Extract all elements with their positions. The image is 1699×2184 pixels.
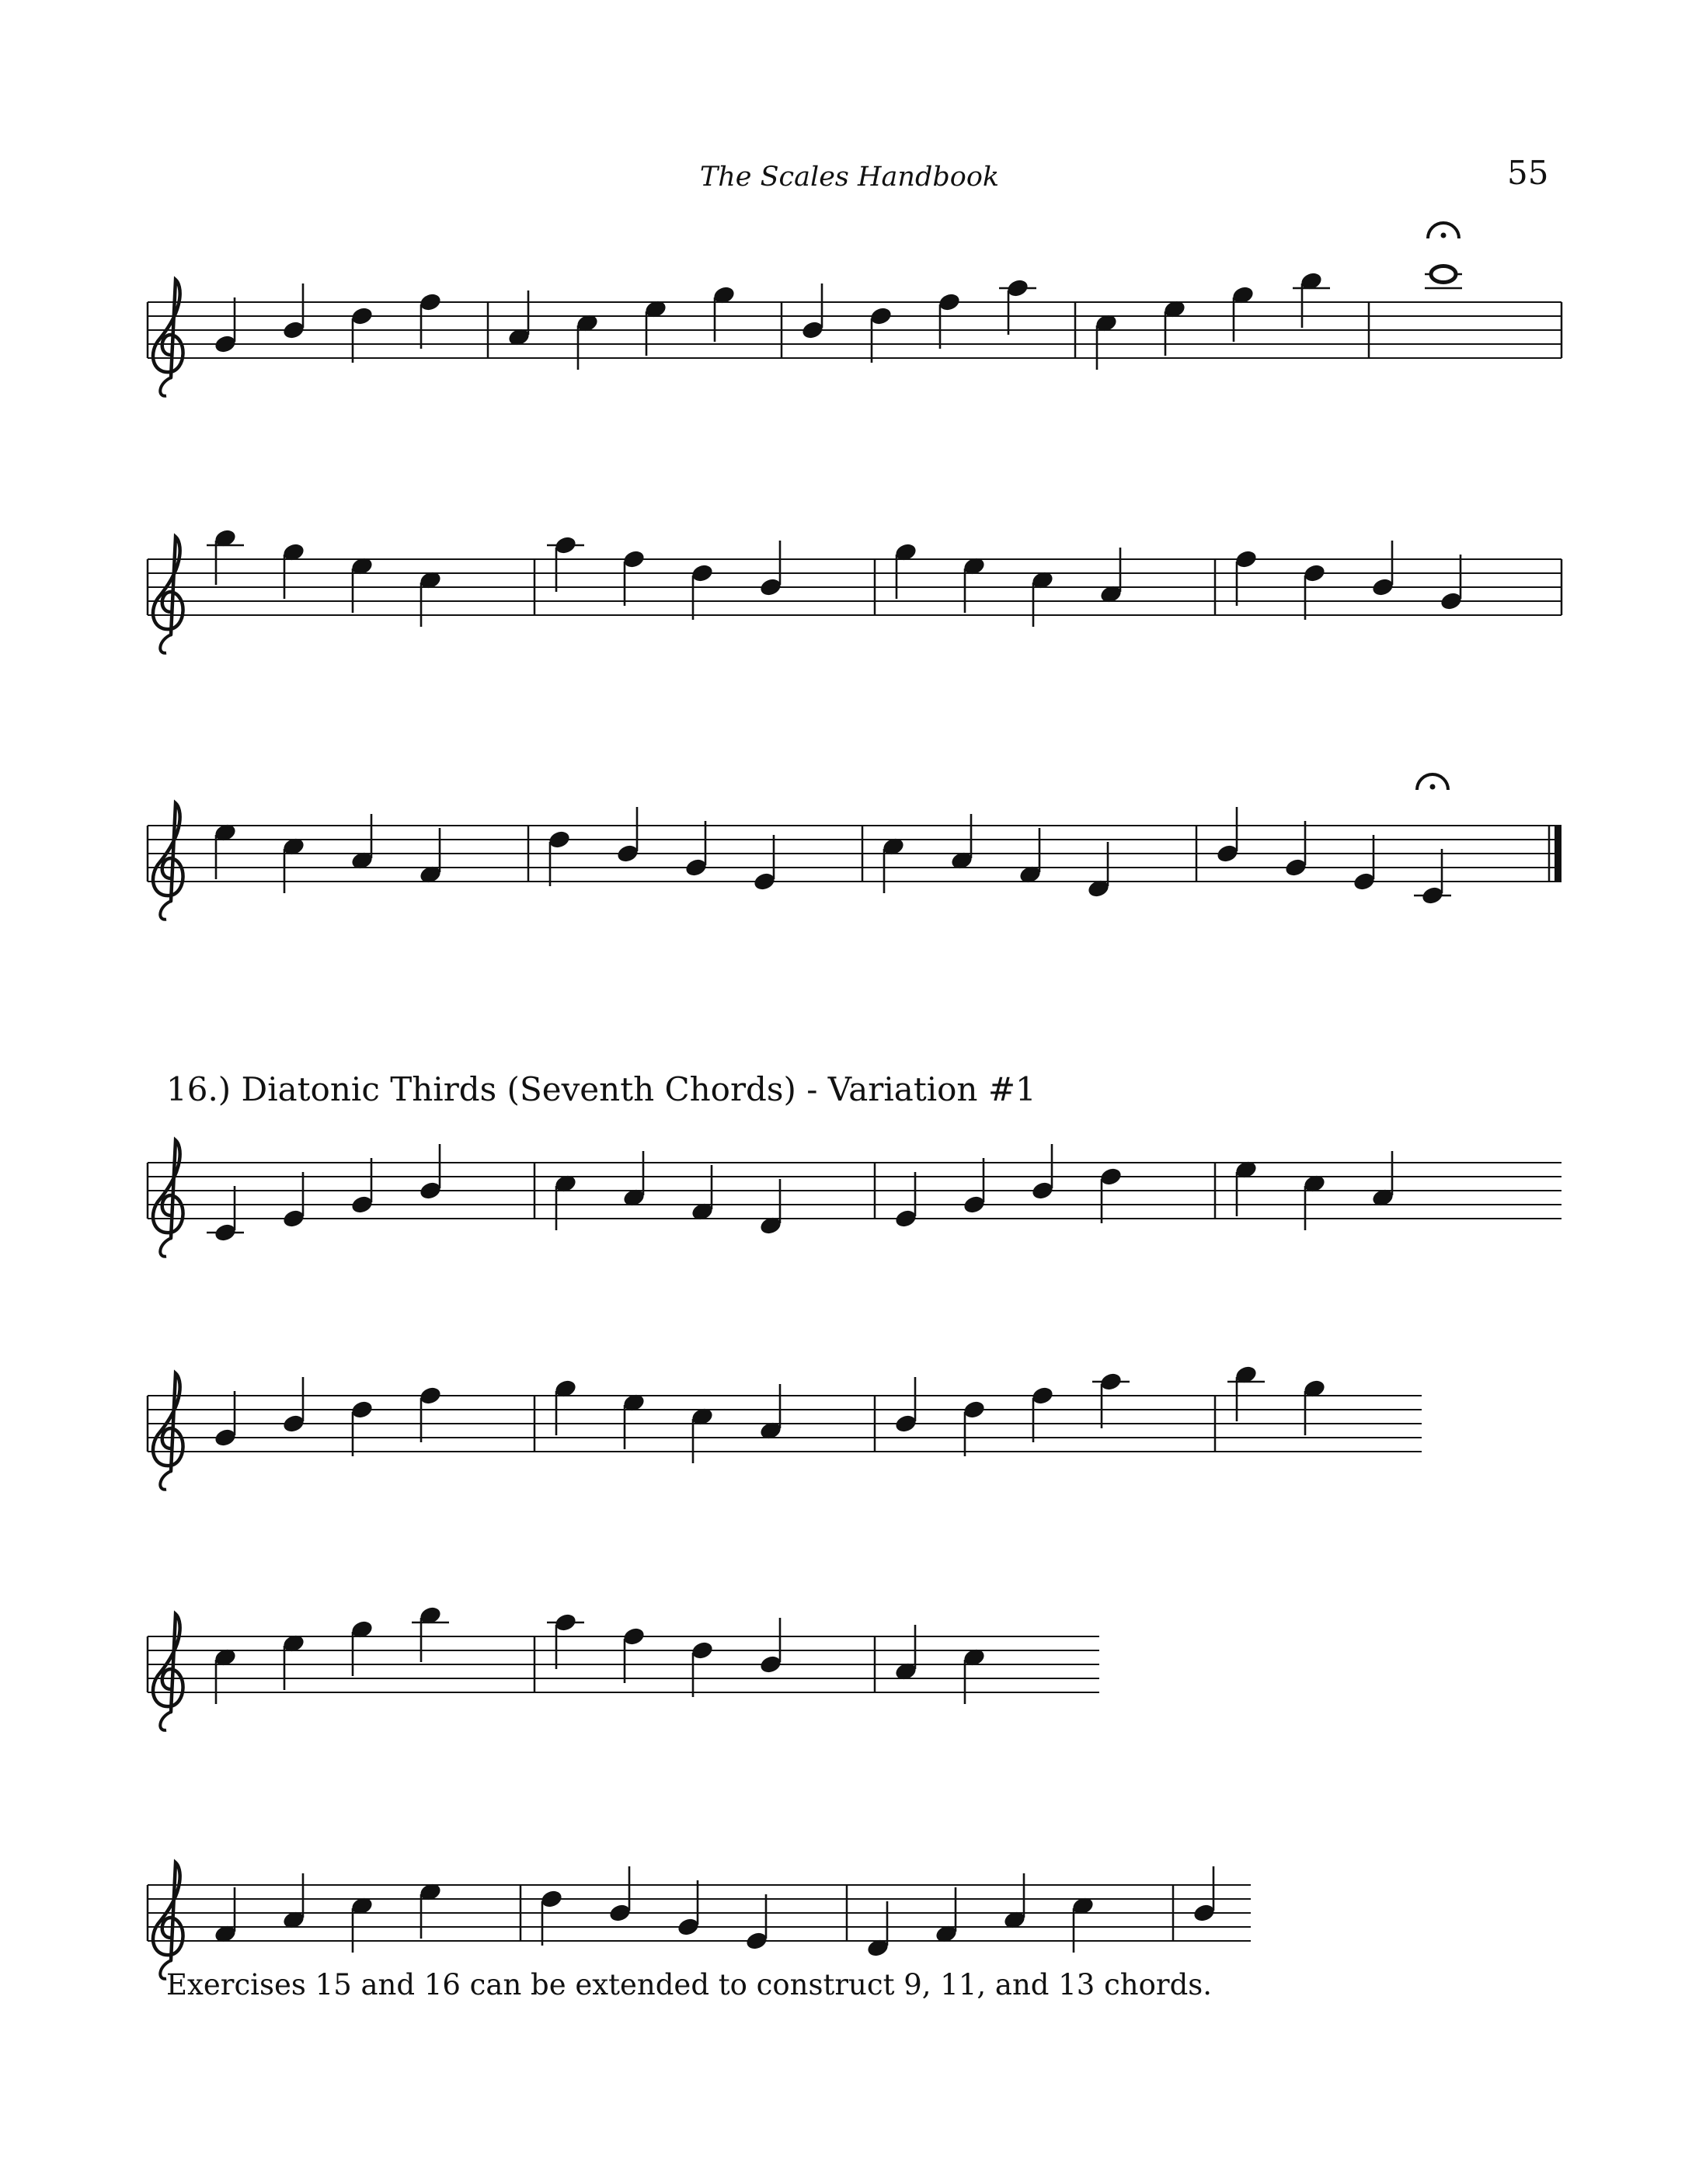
measure [553,1151,782,1236]
note [412,1605,449,1662]
note [1002,1873,1026,1931]
measure [1425,223,1462,288]
note [207,527,244,585]
note [547,534,584,592]
note [1352,835,1376,892]
treble-clef-icon [153,1614,183,1730]
note [1098,1166,1123,1223]
note [1302,1173,1326,1230]
staff-system [148,223,1561,396]
staff-system [148,1605,1099,1730]
treble-clef-icon [153,1373,183,1490]
note [621,1151,646,1209]
note [1030,1385,1054,1442]
measure [893,1144,1123,1229]
note [1092,1371,1130,1428]
note [962,1399,986,1456]
note [934,1887,958,1945]
note [213,1391,237,1448]
note [758,1618,782,1675]
note [1370,1151,1394,1209]
measure [881,814,1110,899]
note [937,291,961,349]
note [758,541,782,598]
note [621,548,646,606]
measure [893,1371,1130,1456]
note [684,821,708,878]
staff-system [148,1140,1561,1257]
note [1439,555,1463,612]
note [865,1901,890,1959]
measure [1227,1364,1327,1435]
note [676,1880,700,1938]
note [350,814,374,871]
fermata-icon [1417,774,1448,790]
note [539,1888,563,1946]
note [213,297,237,355]
note [1192,1866,1216,1924]
note [1162,298,1186,356]
note [1094,312,1118,370]
note [547,829,571,886]
note [350,1158,374,1215]
measure [507,284,736,370]
measure [893,541,1123,627]
note [621,1392,646,1449]
note [1030,569,1054,627]
note [507,290,531,348]
footnote: Exercises 15 and 16 can be extended to construct 9, 11, and 13 chords. [166,1968,1213,2001]
note [281,1873,305,1931]
measure [207,1144,443,1243]
measure [547,1612,783,1697]
note [1234,548,1258,606]
note [1227,1364,1265,1421]
note [893,541,917,599]
measure [207,527,443,627]
note [758,1384,782,1442]
note [800,283,824,341]
note [712,284,736,342]
note [690,562,714,620]
note [281,283,305,341]
note [1302,1378,1326,1435]
note [281,541,305,599]
note [999,277,1036,335]
note [1086,842,1110,899]
note [643,298,667,356]
measure [553,1378,782,1463]
note [547,1612,584,1669]
note [418,569,442,627]
note [893,1377,917,1435]
note [1030,1144,1054,1202]
measure [213,283,442,363]
note [281,1172,305,1229]
note [553,1173,577,1230]
note [207,1186,244,1243]
measure [865,1873,1095,1959]
note [1293,270,1330,328]
note [1231,284,1255,342]
note [869,305,893,363]
note [1018,828,1042,885]
note [1283,821,1307,878]
note [881,836,905,893]
note [962,555,986,613]
treble-clef-icon [153,803,183,920]
page-number: 55 [1507,154,1549,192]
note [758,1179,782,1236]
note [350,1895,374,1953]
note [213,822,237,879]
measure [1094,270,1330,370]
note [213,1887,237,1945]
exercise-heading: 16.) Diatonic Thirds (Seventh Chords) - Variation #1 [166,1070,1036,1108]
note [350,1399,374,1456]
note [962,1647,986,1704]
note [1425,223,1462,288]
treble-clef-icon [153,1140,183,1257]
note [949,814,973,871]
note [1234,1159,1258,1216]
note [553,1378,577,1435]
staff-system [148,774,1561,920]
note [418,828,442,885]
note [752,835,776,892]
staff-system [148,527,1561,652]
staff-system [148,1364,1422,1489]
measure [213,1377,442,1456]
fermata-icon [1428,223,1459,238]
note [893,1625,917,1682]
note [350,555,374,613]
treble-clef-icon [153,537,183,653]
note [281,1377,305,1435]
note [213,1647,237,1704]
note [690,1406,714,1463]
note [690,1640,714,1697]
note [615,807,639,864]
note [690,1165,714,1222]
measure [547,534,783,620]
note [608,1866,632,1924]
note [893,1172,917,1229]
note [1098,548,1123,605]
running-title: The Scales Handbook [699,162,1000,193]
note [744,1894,768,1952]
note [350,305,374,363]
note [281,836,305,893]
measure [213,1605,449,1704]
measure [1234,541,1463,620]
note [350,1619,374,1676]
staff-system [148,1862,1251,1979]
measure [539,1866,768,1952]
note [962,1158,986,1215]
treble-clef-icon [153,1862,183,1979]
note [575,312,599,370]
note [1071,1895,1095,1953]
measure [800,277,1036,363]
note [1215,807,1239,864]
treble-clef-icon [153,280,183,396]
note [281,1633,305,1690]
measure [547,807,776,892]
note [1370,541,1394,598]
note [621,1626,646,1683]
note [418,1881,442,1939]
note [1302,562,1326,620]
measure [1192,1866,1216,1924]
note [418,291,442,349]
note [418,1144,442,1202]
note [418,1385,442,1442]
